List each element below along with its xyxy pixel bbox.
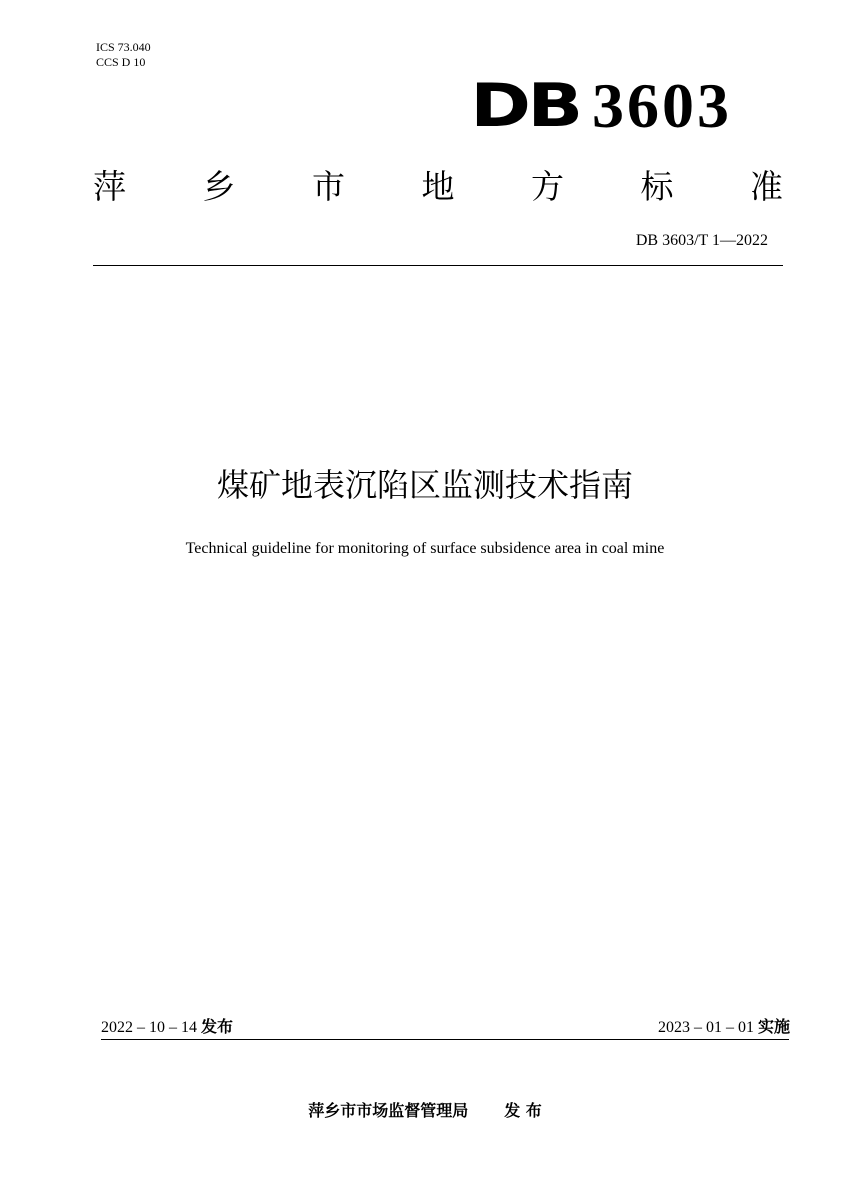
standard-type-char: 标 — [640, 166, 674, 206]
publish-date-line — [101, 1014, 233, 1037]
db-logo — [470, 70, 732, 141]
header-divider — [93, 265, 783, 266]
publisher-line — [0, 1098, 850, 1121]
standard-type-char: 方 — [531, 166, 564, 206]
document-title: 煤矿地表沉陷区监测技术指南 — [216, 466, 633, 504]
standard-type-char: 市 — [312, 166, 345, 206]
publisher-action: 发 布 — [504, 1101, 542, 1120]
implement-date-line — [658, 1014, 790, 1037]
publisher-name: 萍乡市市场监督管理局 — [308, 1101, 469, 1120]
ics-code: ICS 73.040 — [96, 40, 151, 54]
standard-code: DB 3603/T 1—2022 — [635, 232, 768, 249]
standard-type-heading — [93, 162, 783, 206]
classification-codes — [96, 40, 151, 70]
db-logo-number: 3603 — [592, 70, 732, 141]
ccs-code: CCS D 10 — [96, 55, 146, 69]
implement-date: 2023 – 01 – 01 — [657, 1019, 754, 1036]
db-logo-letters: DB — [470, 71, 580, 141]
document-subtitle: Technical guideline for monitoring of surface subsidence area in coal mine — [185, 540, 665, 557]
footer-divider — [101, 1039, 789, 1040]
publish-label: 发布 — [201, 1017, 234, 1036]
publish-date: 2022 – 10 – 14 — [101, 1019, 197, 1036]
standard-type-char: 准 — [750, 166, 783, 206]
standard-type-char: 萍 — [93, 166, 126, 206]
standard-type-char: 乡 — [202, 166, 236, 206]
implement-label: 实施 — [757, 1017, 790, 1036]
standard-type-char: 地 — [421, 166, 455, 206]
